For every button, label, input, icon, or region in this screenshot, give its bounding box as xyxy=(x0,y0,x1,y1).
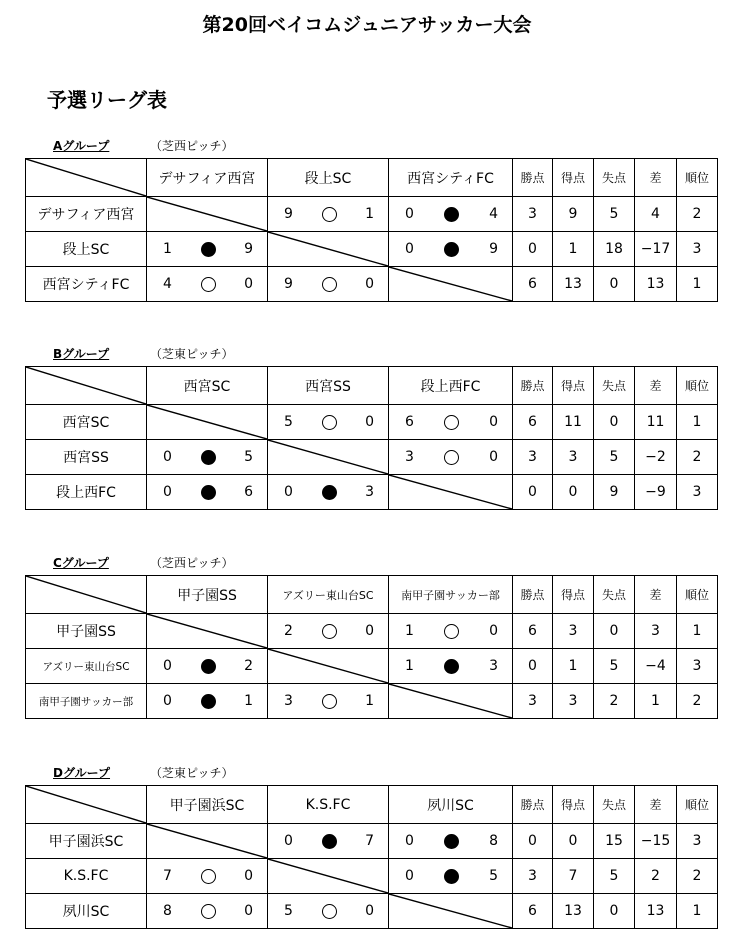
row-team-name: 甲子園浜SC xyxy=(26,824,147,859)
self-match-cell xyxy=(268,859,389,894)
stat-value: 0 xyxy=(594,894,635,929)
row-team-name: 西宮SC xyxy=(26,405,147,440)
column-team-header: 段上SC xyxy=(268,159,389,197)
corner-diagonal xyxy=(26,786,146,823)
match-result-cell xyxy=(268,824,389,859)
goals-against: 0 xyxy=(365,903,374,919)
self-match-cell xyxy=(268,649,389,684)
match-score xyxy=(268,276,388,292)
group-label xyxy=(53,137,109,154)
self-match-cell xyxy=(268,232,389,267)
stat-value: −4 xyxy=(635,649,677,684)
match-score xyxy=(268,484,388,500)
match-score xyxy=(147,241,267,257)
goals-for: 0 xyxy=(405,868,414,884)
win-mark-icon xyxy=(201,904,216,919)
match-score xyxy=(147,484,267,500)
column-team-header: デサフィア西宮 xyxy=(147,159,268,197)
match-result-cell xyxy=(147,894,268,929)
row-team-name: 南甲子園サッカー部 xyxy=(26,684,147,719)
loss-mark-icon xyxy=(322,834,337,849)
goals-against: 2 xyxy=(244,658,253,674)
stat-header: 勝点 xyxy=(513,159,553,197)
stat-header: 順位 xyxy=(677,786,718,824)
stat-value: 3 xyxy=(677,232,718,267)
stat-header: 差 xyxy=(635,367,677,405)
stat-value: 5 xyxy=(594,649,635,684)
goals-against: 0 xyxy=(489,623,498,639)
header-row xyxy=(26,367,718,405)
goals-for: 2 xyxy=(284,623,293,639)
stat-value: 13 xyxy=(553,267,594,302)
league-table xyxy=(25,785,718,929)
match-result-cell xyxy=(389,440,513,475)
goals-for: 0 xyxy=(284,484,293,500)
stat-value: 15 xyxy=(594,824,635,859)
match-result-cell xyxy=(147,267,268,302)
league-table xyxy=(25,575,718,719)
group-label xyxy=(53,345,109,362)
match-score xyxy=(268,903,388,919)
group-name: Cグループ xyxy=(53,556,109,570)
match-result-cell xyxy=(147,440,268,475)
goals-for: 7 xyxy=(163,868,172,884)
goals-against: 0 xyxy=(365,623,374,639)
group-pitch: （芝西ピッチ） xyxy=(150,556,234,570)
self-match-cell xyxy=(389,894,513,929)
column-team-header: 段上西FC xyxy=(389,367,513,405)
group-name: Aグループ xyxy=(53,139,110,153)
match-score xyxy=(147,449,267,465)
stat-value: 0 xyxy=(513,475,553,510)
goals-against: 0 xyxy=(365,276,374,292)
match-score xyxy=(147,276,267,292)
corner-cell xyxy=(26,159,147,197)
stat-value: 1 xyxy=(553,232,594,267)
corner-diagonal xyxy=(26,576,146,613)
match-score xyxy=(147,658,267,674)
goals-against: 3 xyxy=(489,658,498,674)
win-mark-icon xyxy=(322,694,337,709)
row-team-name: デサフィア西宮 xyxy=(26,197,147,232)
match-result-cell xyxy=(268,475,389,510)
goals-for: 0 xyxy=(163,658,172,674)
loss-mark-icon xyxy=(201,242,216,257)
table-row xyxy=(26,475,718,510)
goals-for: 6 xyxy=(405,414,414,430)
goals-against: 8 xyxy=(489,833,498,849)
goals-for: 3 xyxy=(284,693,293,709)
self-match-cell xyxy=(147,614,268,649)
stat-value: 11 xyxy=(553,405,594,440)
stat-value: 1 xyxy=(635,684,677,719)
win-mark-icon xyxy=(444,450,459,465)
stat-value: 2 xyxy=(677,440,718,475)
stat-value: 0 xyxy=(594,614,635,649)
self-match-cell xyxy=(147,824,268,859)
stat-header: 勝点 xyxy=(513,367,553,405)
stat-value: 13 xyxy=(635,267,677,302)
column-team-header: 夙川SC xyxy=(389,786,513,824)
stat-value: 13 xyxy=(635,894,677,929)
match-score xyxy=(389,658,512,674)
stat-value: 3 xyxy=(513,197,553,232)
self-match-diagonal xyxy=(147,197,267,231)
corner-diagonal xyxy=(26,159,146,196)
stat-header: 差 xyxy=(635,786,677,824)
win-mark-icon xyxy=(322,624,337,639)
goals-against: 0 xyxy=(489,414,498,430)
stat-value: 2 xyxy=(594,684,635,719)
goals-for: 0 xyxy=(163,449,172,465)
stat-value: 3 xyxy=(677,475,718,510)
goals-for: 8 xyxy=(163,903,172,919)
match-result-cell xyxy=(389,859,513,894)
goals-against: 9 xyxy=(489,241,498,257)
column-team-header: K.S.FC xyxy=(268,786,389,824)
stat-value: 4 xyxy=(635,197,677,232)
stat-value: 0 xyxy=(513,649,553,684)
win-mark-icon xyxy=(444,624,459,639)
corner-diagonal xyxy=(26,367,146,404)
match-result-cell xyxy=(147,859,268,894)
row-team-name: 西宮SS xyxy=(26,440,147,475)
stat-header: 得点 xyxy=(553,367,594,405)
stat-value: 0 xyxy=(513,232,553,267)
goals-for: 3 xyxy=(405,449,414,465)
self-match-diagonal xyxy=(389,894,512,928)
stat-value: 0 xyxy=(594,267,635,302)
goals-against: 6 xyxy=(244,484,253,500)
goals-for: 0 xyxy=(284,833,293,849)
match-score xyxy=(268,623,388,639)
loss-mark-icon xyxy=(201,485,216,500)
column-team-header: 西宮SC xyxy=(147,367,268,405)
stat-header: 失点 xyxy=(594,159,635,197)
match-result-cell xyxy=(147,232,268,267)
stat-header: 得点 xyxy=(553,576,594,614)
self-match-cell xyxy=(268,440,389,475)
stat-header: 勝点 xyxy=(513,576,553,614)
stat-value: 2 xyxy=(635,859,677,894)
stat-value: 9 xyxy=(594,475,635,510)
stat-value: 1 xyxy=(677,405,718,440)
self-match-diagonal xyxy=(147,614,267,648)
stat-header: 順位 xyxy=(677,159,718,197)
loss-mark-icon xyxy=(322,485,337,500)
match-score xyxy=(389,206,512,222)
stat-value: 3 xyxy=(513,859,553,894)
match-score xyxy=(389,833,512,849)
table-row xyxy=(26,440,718,475)
column-team-header: 西宮シティFC xyxy=(389,159,513,197)
stat-value: 9 xyxy=(553,197,594,232)
stat-header: 差 xyxy=(635,576,677,614)
match-result-cell xyxy=(268,684,389,719)
loss-mark-icon xyxy=(444,869,459,884)
stat-header: 失点 xyxy=(594,367,635,405)
column-team-header: 南甲子園サッカー部 xyxy=(389,576,513,614)
match-result-cell xyxy=(389,232,513,267)
goals-against: 7 xyxy=(365,833,374,849)
group-pitch: （芝東ピッチ） xyxy=(150,347,234,361)
stat-value: 7 xyxy=(553,859,594,894)
self-match-diagonal xyxy=(389,684,512,718)
self-match-cell xyxy=(389,684,513,719)
stat-value: −2 xyxy=(635,440,677,475)
stat-value: −17 xyxy=(635,232,677,267)
row-team-name: 甲子園SS xyxy=(26,614,147,649)
table-row xyxy=(26,859,718,894)
self-match-diagonal xyxy=(268,232,388,266)
stat-value: 3 xyxy=(553,440,594,475)
stat-value: 1 xyxy=(677,614,718,649)
stat-value: 6 xyxy=(513,614,553,649)
goals-against: 1 xyxy=(365,693,374,709)
goals-for: 9 xyxy=(284,206,293,222)
goals-against: 0 xyxy=(244,276,253,292)
group-pitch: （芝西ピッチ） xyxy=(150,139,234,153)
match-result-cell xyxy=(147,684,268,719)
goals-for: 1 xyxy=(405,623,414,639)
section-title: 予選リーグ表 xyxy=(47,88,167,112)
stat-value: 6 xyxy=(513,405,553,440)
corner-cell xyxy=(26,367,147,405)
goals-against: 3 xyxy=(365,484,374,500)
column-team-header: 甲子園浜SC xyxy=(147,786,268,824)
self-match-diagonal xyxy=(147,824,267,858)
match-score xyxy=(268,206,388,222)
match-score xyxy=(268,693,388,709)
goals-for: 0 xyxy=(405,206,414,222)
table-row xyxy=(26,824,718,859)
goals-against: 1 xyxy=(244,693,253,709)
goals-against: 4 xyxy=(489,206,498,222)
win-mark-icon xyxy=(201,277,216,292)
match-score xyxy=(389,868,512,884)
corner-cell xyxy=(26,576,147,614)
group-pitch: （芝東ピッチ） xyxy=(150,766,234,780)
table-row xyxy=(26,649,718,684)
loss-mark-icon xyxy=(444,207,459,222)
table-row xyxy=(26,405,718,440)
loss-mark-icon xyxy=(201,659,216,674)
column-team-header: アズリー東山台SC xyxy=(268,576,389,614)
goals-for: 5 xyxy=(284,414,293,430)
column-team-header: 西宮SS xyxy=(268,367,389,405)
league-table xyxy=(25,366,718,510)
self-match-diagonal xyxy=(268,859,388,893)
self-match-diagonal xyxy=(268,440,388,474)
stat-value: 5 xyxy=(594,440,635,475)
self-match-cell xyxy=(147,197,268,232)
self-match-diagonal xyxy=(268,649,388,683)
goals-for: 9 xyxy=(284,276,293,292)
stat-header: 勝点 xyxy=(513,786,553,824)
stat-value: 2 xyxy=(677,684,718,719)
stat-value: 3 xyxy=(553,614,594,649)
win-mark-icon xyxy=(201,869,216,884)
table-row xyxy=(26,684,718,719)
stat-value: 0 xyxy=(553,824,594,859)
win-mark-icon xyxy=(322,207,337,222)
stat-header: 差 xyxy=(635,159,677,197)
table-row xyxy=(26,614,718,649)
stat-value: 3 xyxy=(513,440,553,475)
stat-value: 3 xyxy=(553,684,594,719)
match-result-cell xyxy=(389,405,513,440)
goals-for: 5 xyxy=(284,903,293,919)
match-result-cell xyxy=(147,649,268,684)
self-match-cell xyxy=(147,405,268,440)
stat-header: 得点 xyxy=(553,786,594,824)
stat-header: 失点 xyxy=(594,576,635,614)
table-row xyxy=(26,267,718,302)
goals-for: 0 xyxy=(163,693,172,709)
row-team-name: 段上SC xyxy=(26,232,147,267)
header-row xyxy=(26,159,718,197)
row-team-name: K.S.FC xyxy=(26,859,147,894)
stat-value: 5 xyxy=(594,197,635,232)
page-title: 第20回ベイコムジュニアサッカー大会 xyxy=(202,14,532,36)
goals-against: 0 xyxy=(244,903,253,919)
match-result-cell xyxy=(389,649,513,684)
stat-value: 3 xyxy=(677,649,718,684)
stat-value: −9 xyxy=(635,475,677,510)
goals-for: 0 xyxy=(405,241,414,257)
goals-for: 0 xyxy=(163,484,172,500)
stat-value: 13 xyxy=(553,894,594,929)
header-row xyxy=(26,786,718,824)
self-match-diagonal xyxy=(389,267,512,301)
stat-header: 順位 xyxy=(677,576,718,614)
stat-value: 0 xyxy=(553,475,594,510)
stat-header: 順位 xyxy=(677,367,718,405)
match-result-cell xyxy=(389,614,513,649)
stat-header: 得点 xyxy=(553,159,594,197)
table-row xyxy=(26,197,718,232)
stat-value: 1 xyxy=(677,894,718,929)
loss-mark-icon xyxy=(201,694,216,709)
stat-value: 6 xyxy=(513,894,553,929)
match-result-cell xyxy=(268,405,389,440)
header-row xyxy=(26,576,718,614)
column-team-header: 甲子園SS xyxy=(147,576,268,614)
stat-value: 11 xyxy=(635,405,677,440)
goals-against: 5 xyxy=(244,449,253,465)
loss-mark-icon xyxy=(444,834,459,849)
stat-value: 1 xyxy=(677,267,718,302)
self-match-cell xyxy=(389,475,513,510)
win-mark-icon xyxy=(322,277,337,292)
win-mark-icon xyxy=(322,904,337,919)
row-team-name: 夙川SC xyxy=(26,894,147,929)
goals-for: 0 xyxy=(405,833,414,849)
stat-value: 5 xyxy=(594,859,635,894)
stat-header: 失点 xyxy=(594,786,635,824)
match-result-cell xyxy=(389,824,513,859)
stat-value: 3 xyxy=(677,824,718,859)
match-score xyxy=(268,833,388,849)
goals-against: 9 xyxy=(244,241,253,257)
corner-cell xyxy=(26,786,147,824)
match-score xyxy=(147,868,267,884)
group-label xyxy=(53,764,110,781)
row-team-name: 段上西FC xyxy=(26,475,147,510)
stat-value: −15 xyxy=(635,824,677,859)
self-match-cell xyxy=(389,267,513,302)
row-team-name: 西宮シティFC xyxy=(26,267,147,302)
stat-value: 3 xyxy=(635,614,677,649)
goals-for: 1 xyxy=(163,241,172,257)
stat-value: 2 xyxy=(677,859,718,894)
stat-value: 3 xyxy=(513,684,553,719)
win-mark-icon xyxy=(444,415,459,430)
group-name: Bグループ xyxy=(53,347,110,361)
goals-against: 0 xyxy=(365,414,374,430)
goals-against: 5 xyxy=(489,868,498,884)
self-match-diagonal xyxy=(147,405,267,439)
goals-for: 1 xyxy=(405,658,414,674)
table-row xyxy=(26,232,718,267)
match-score xyxy=(389,241,512,257)
match-score xyxy=(147,693,267,709)
match-score xyxy=(389,414,512,430)
match-result-cell xyxy=(268,614,389,649)
goals-against: 0 xyxy=(489,449,498,465)
match-result-cell xyxy=(147,475,268,510)
match-result-cell xyxy=(268,197,389,232)
match-score xyxy=(389,449,512,465)
match-result-cell xyxy=(268,267,389,302)
match-score xyxy=(389,623,512,639)
match-score xyxy=(147,903,267,919)
stat-value: 1 xyxy=(553,649,594,684)
loss-mark-icon xyxy=(201,450,216,465)
goals-against: 0 xyxy=(244,868,253,884)
match-result-cell xyxy=(389,197,513,232)
win-mark-icon xyxy=(322,415,337,430)
loss-mark-icon xyxy=(444,659,459,674)
stat-value: 0 xyxy=(594,405,635,440)
group-name: Dグループ xyxy=(53,766,111,780)
match-result-cell xyxy=(268,894,389,929)
stat-value: 18 xyxy=(594,232,635,267)
league-table xyxy=(25,158,718,302)
stat-value: 6 xyxy=(513,267,553,302)
group-label xyxy=(53,554,109,571)
row-team-name: アズリー東山台SC xyxy=(26,649,147,684)
loss-mark-icon xyxy=(444,242,459,257)
goals-against: 1 xyxy=(365,206,374,222)
goals-for: 4 xyxy=(163,276,172,292)
table-row xyxy=(26,894,718,929)
stat-value: 2 xyxy=(677,197,718,232)
match-score xyxy=(268,414,388,430)
stat-value: 0 xyxy=(513,824,553,859)
self-match-diagonal xyxy=(389,475,512,509)
